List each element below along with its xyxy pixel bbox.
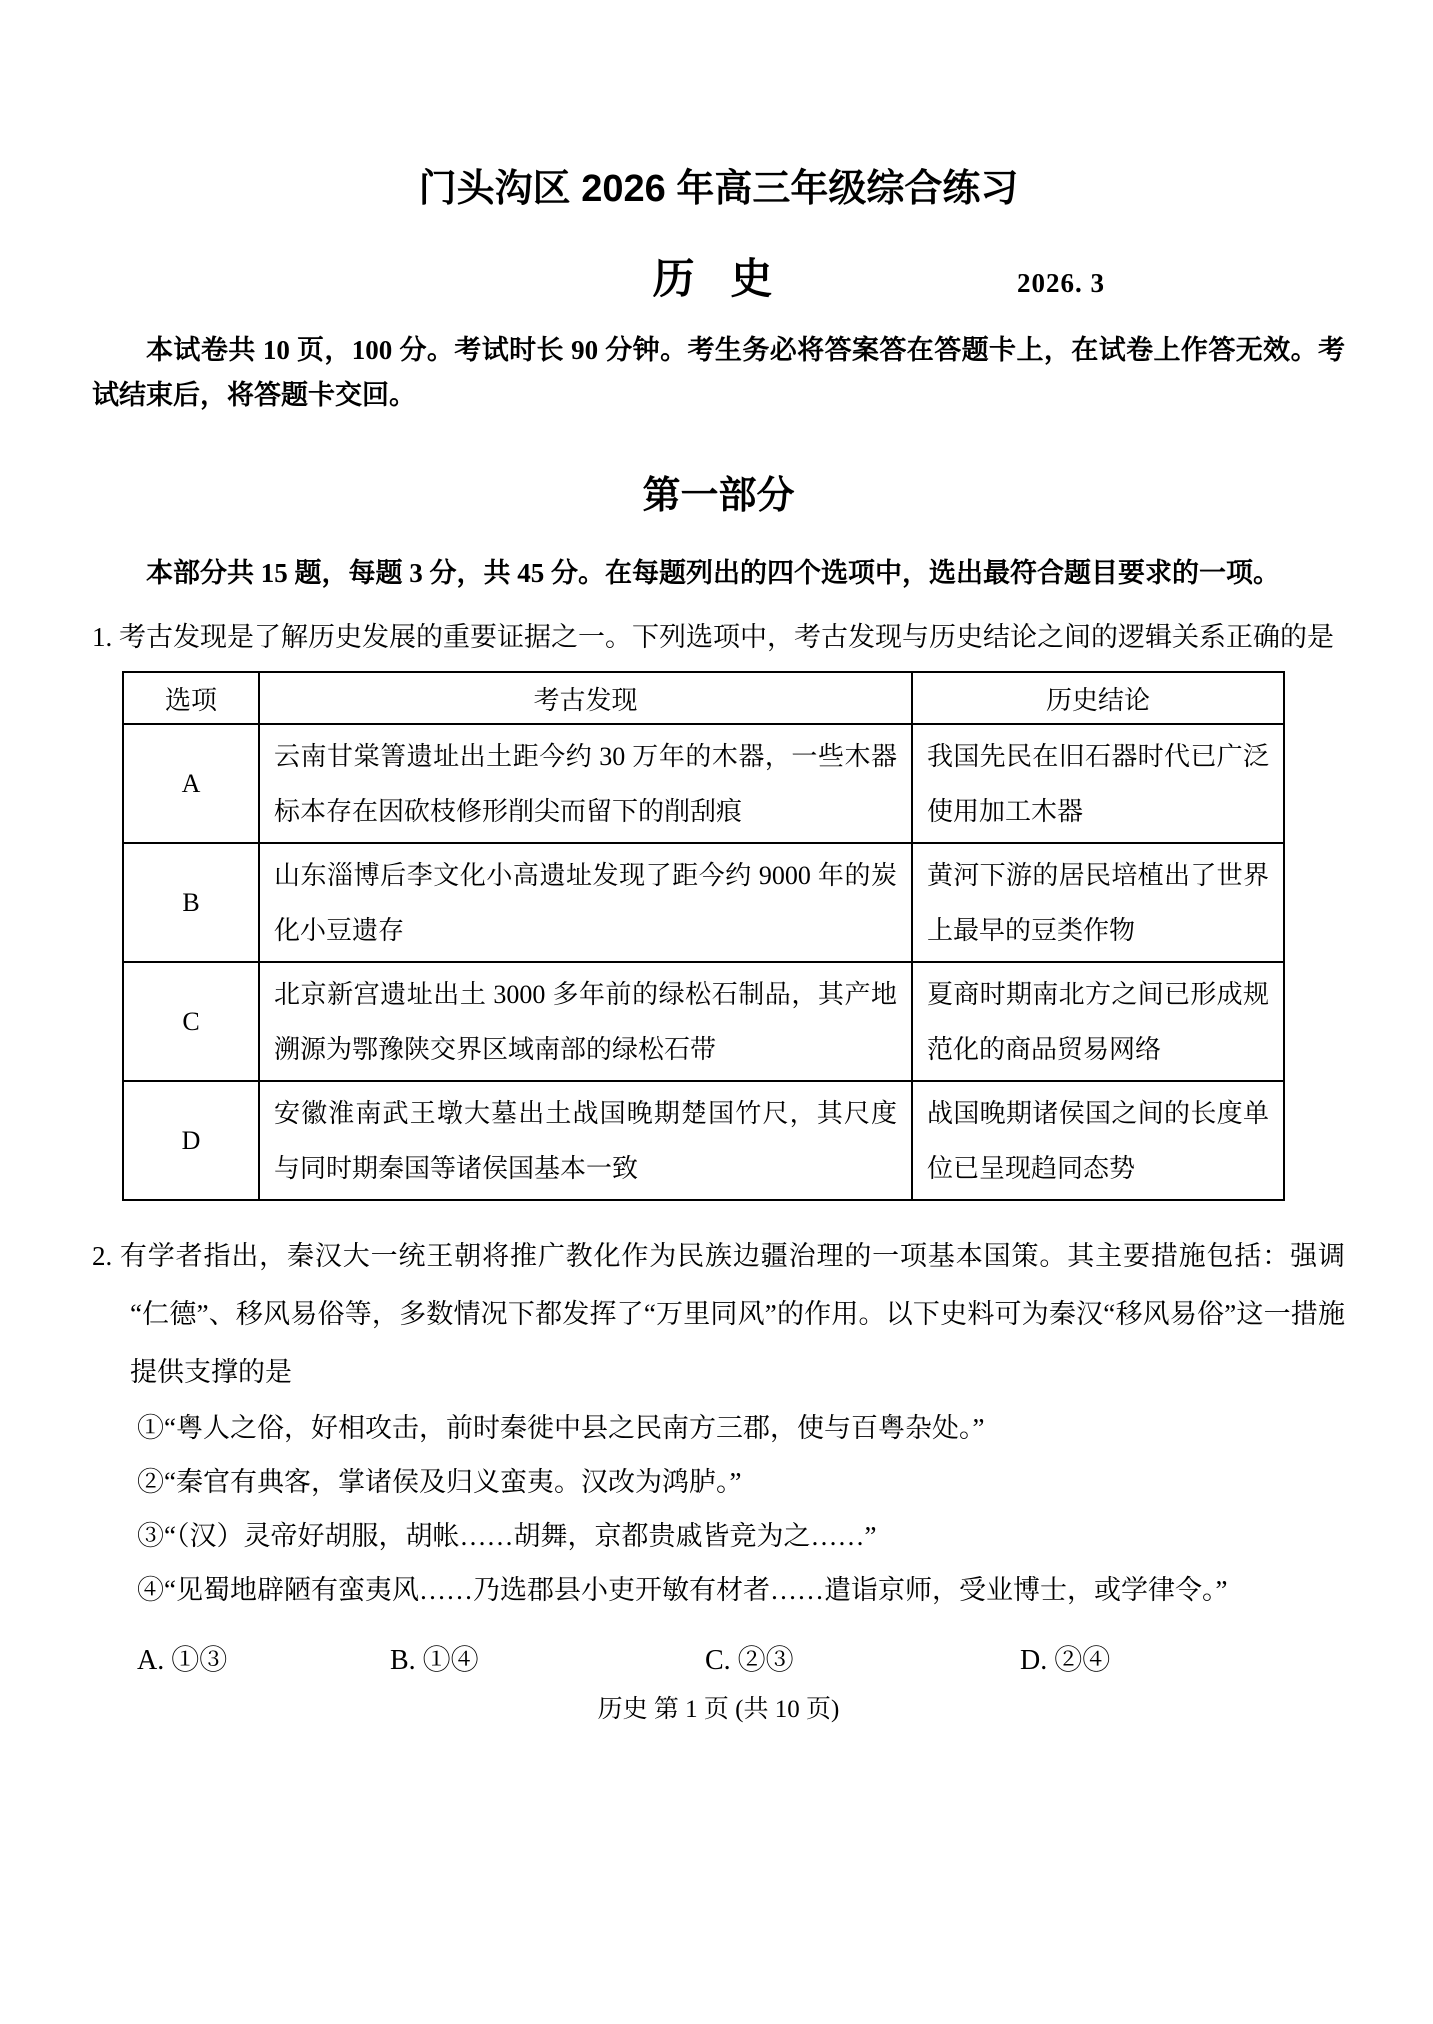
table-header-option: 选项 <box>123 672 259 724</box>
question-2-options <box>92 1639 1345 1683</box>
part1-instructions: 本部分共 15 题，每题 3 分，共 45 分。在每题列出的四个选项中，选出最符合题目要求的一项。 <box>146 558 1280 588</box>
option-c: C. ②③ <box>705 1645 794 1676</box>
page-footer: 历史 第 1 页 (共 10 页) <box>597 1696 840 1723</box>
conclusion-text: 战国晚期诸侯国之间的长度单位已呈现趋同态势 <box>912 1081 1284 1200</box>
option-letter: B <box>123 843 259 962</box>
material-item-2: ②“秦官有典客，掌诸侯及归义蛮夷。汉改为鸿胪。” <box>137 1467 742 1497</box>
option-d: D. ②④ <box>1020 1645 1111 1676</box>
question-1-stem: 1. 考古发现是了解历史发展的重要证据之一。下列选项中，考古发现与历史结论之间的逻辑关系正确的是 <box>92 622 1334 652</box>
material-item-3: ③“（汉）灵帝好胡服，胡帐……胡舞，京都贵戚皆竞为之……” <box>137 1521 877 1551</box>
conclusion-text: 黄河下游的居民培植出了世界上最早的豆类作物 <box>912 843 1284 962</box>
table-row <box>123 1081 1284 1200</box>
exam-instructions: 本试卷共 10 页，100 分。考试时长 90 分钟。考生务必将答案答在答题卡上，在试卷上作答无效。考试结束后，将答题卡交回。 <box>92 335 1345 410</box>
question-2-materials <box>92 1401 1345 1617</box>
option-letter: C <box>123 962 259 1081</box>
subject-row <box>92 256 1345 302</box>
table-row <box>123 843 1284 962</box>
discovery-text: 山东淄博后李文化小高遗址发现了距今约 9000 年的炭化小豆遗存 <box>259 843 912 962</box>
question-1-table <box>122 671 1285 1201</box>
discovery-text: 云南甘棠箐遗址出土距今约 30 万年的木器，一些木器标本存在因砍枝修形削尖而留下的削刮痕 <box>259 724 912 843</box>
discovery-text: 安徽淮南武王墩大墓出土战国晚期楚国竹尺，其尺度与同时期秦国等诸侯国基本一致 <box>259 1081 912 1200</box>
option-letter: D <box>123 1081 259 1200</box>
table-header-discovery: 考古发现 <box>259 672 912 724</box>
material-item-1: ①“粤人之俗，好相攻击，前时秦徙中县之民南方三郡，使与百粤杂处。” <box>137 1413 985 1443</box>
question-2-stem: 2. 有学者指出，秦汉大一统王朝将推广教化作为民族边疆治理的一项基本国策。其主要措施包括：强调“仁德”、移风易俗等，多数情况下都发挥了“万里同风”的作用。以下史料可为秦汉“移风易俗”这一措施提供支撑的是 <box>92 1241 1345 1387</box>
conclusion-text: 我国先民在旧石器时代已广泛使用加工木器 <box>912 724 1284 843</box>
exam-title: 门头沟区 2026 年高三年级综合练习 <box>418 168 1019 210</box>
part1-heading: 第一部分 <box>642 475 795 517</box>
table-header-row <box>123 672 1284 724</box>
exam-date: 2026. 3 <box>1017 268 1105 298</box>
conclusion-text: 夏商时期南北方之间已形成规范化的商品贸易网络 <box>912 962 1284 1081</box>
option-a: A. ①③ <box>137 1645 228 1676</box>
table-row <box>123 724 1284 843</box>
discovery-text: 北京新宫遗址出土 3000 多年前的绿松石制品，其产地溯源为鄂豫陕交界区域南部的绿松石带 <box>259 962 912 1081</box>
table-row <box>123 962 1284 1081</box>
material-item-4: ④“见蜀地辟陋有蛮夷风……乃选郡县小吏开敏有材者……遣诣京师，受业博士，或学律令。” <box>137 1575 1228 1605</box>
option-b: B. ①④ <box>390 1645 479 1676</box>
subject-name: 历 史 <box>652 255 785 302</box>
option-letter: A <box>123 724 259 843</box>
table-header-conclusion: 历史结论 <box>912 672 1284 724</box>
